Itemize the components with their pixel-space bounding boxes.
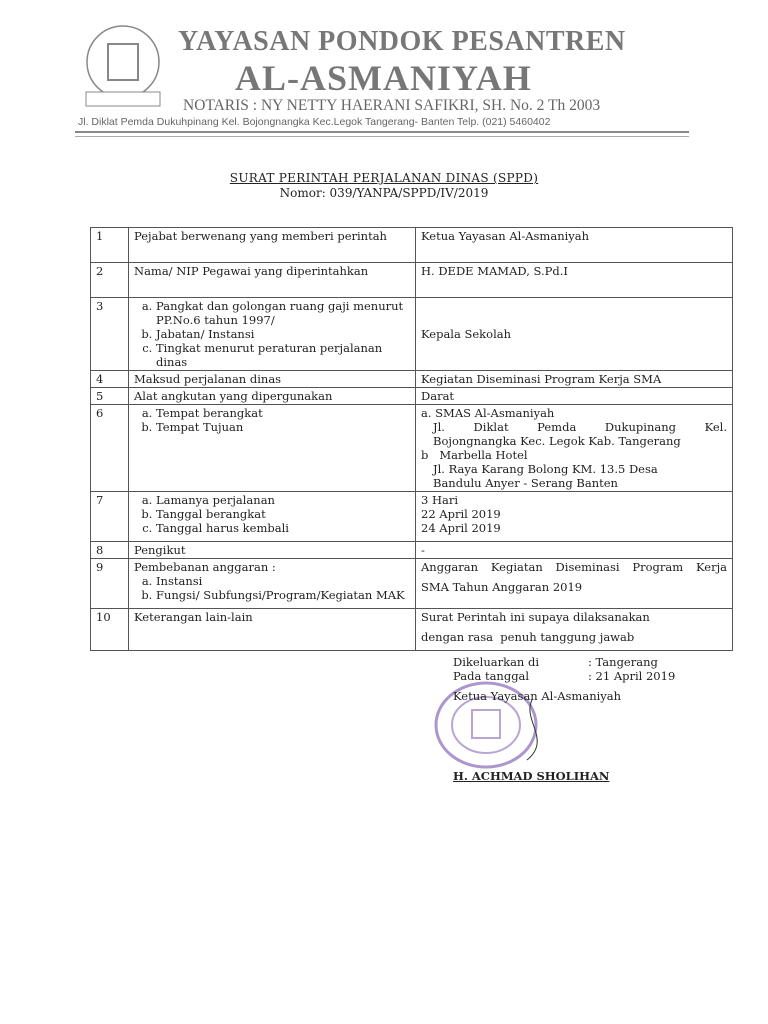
table-row xyxy=(91,228,733,263)
list-item: b. Jabatan/ Instansi xyxy=(156,327,410,341)
row-label xyxy=(129,559,416,609)
value-line: Bandulu Anyer - Serang Banten xyxy=(433,476,618,490)
row-value xyxy=(416,559,733,609)
value-line: Bojongnangka Kec. Legok Kab. Tangerang xyxy=(433,434,681,448)
list-item: a. Lamanya perjalanan xyxy=(156,493,410,507)
row-value xyxy=(416,609,733,651)
list-item: c. Tanggal harus kembali xyxy=(156,521,410,535)
row-label xyxy=(129,492,416,542)
value-line: b Marbella Hotel xyxy=(421,448,528,462)
list-item: b. Fungsi/ Subfungsi/Program/Kegiatan MAK xyxy=(156,588,410,602)
value-line: 3 Hari xyxy=(421,493,459,507)
address-line: Jl. Diklat Pemda Dukuhpinang Kel. Bojongnangka Kec.Legok Tangerang- Banten Telp. (021) 5460402 xyxy=(78,116,551,128)
document-number: Nomor: 039/YANPA/SPPD/IV/2019 xyxy=(279,186,489,200)
row-value: Ketua Yayasan Al-Asmaniyah xyxy=(416,228,733,263)
issued-date-label: Pada tanggal xyxy=(453,669,530,683)
row-number: 5 xyxy=(91,388,129,405)
value-line: 24 April 2019 xyxy=(421,521,501,535)
row-label: Keterangan lain-lain xyxy=(129,609,416,651)
table-row xyxy=(91,405,733,492)
row-value: Darat xyxy=(416,388,733,405)
value-line: Jl. Raya Karang Bolong KM. 13.5 Desa xyxy=(433,462,658,476)
row-value: - xyxy=(416,542,733,559)
row-label: Nama/ NIP Pegawai yang diperintahkan xyxy=(129,263,416,298)
list-item: a. Tempat berangkat xyxy=(156,406,410,420)
issued-at-value: : Tangerang xyxy=(588,655,658,669)
row-number: 9 xyxy=(91,559,129,609)
row-number: 7 xyxy=(91,492,129,542)
table-row xyxy=(91,542,733,559)
list-item: c. Tingkat menurut peraturan perjalanan dinas xyxy=(156,341,410,369)
sppd-table xyxy=(90,227,733,651)
list-item: b. Tanggal berangkat xyxy=(156,507,410,521)
row-label: Pejabat berwenang yang memberi perintah xyxy=(129,228,416,263)
table-row xyxy=(91,492,733,542)
list-item: a. Instansi xyxy=(156,574,410,588)
table-row xyxy=(91,298,733,371)
value-line: Anggaran Kegiatan Diseminasi Program Kerja xyxy=(421,560,727,574)
row-value: H. DEDE MAMAD, S.Pd.I xyxy=(416,263,733,298)
list-item: b. Tempat Tujuan xyxy=(156,420,410,434)
value-line: Jl. Diklat Pemda Dukupinang Kel. xyxy=(433,420,727,434)
value-line: SMA Tahun Anggaran 2019 xyxy=(421,580,583,594)
table-row xyxy=(91,371,733,388)
table-row xyxy=(91,263,733,298)
row-number: 10 xyxy=(91,609,129,651)
table-row xyxy=(91,388,733,405)
row-number: 8 xyxy=(91,542,129,559)
row-number: 4 xyxy=(91,371,129,388)
signer-position: Ketua Yayasan Al-Asmaniyah xyxy=(453,689,622,703)
row-value xyxy=(416,492,733,542)
org-name-line2: AL-ASMANIYAH xyxy=(235,58,532,98)
signer-name: H. ACHMAD SHOLIHAN xyxy=(453,769,610,783)
row-number: 2 xyxy=(91,263,129,298)
issued-date-value: : 21 April 2019 xyxy=(588,669,676,683)
letterhead-divider xyxy=(75,131,689,137)
row-label xyxy=(129,405,416,492)
label-line: Pembebanan anggaran : xyxy=(134,560,276,574)
row-label xyxy=(129,298,416,371)
row-label: Maksud perjalanan dinas xyxy=(129,371,416,388)
row-value xyxy=(416,405,733,492)
value-line: a. SMAS Al-Asmaniyah xyxy=(421,406,555,420)
document-title: SURAT PERINTAH PERJALANAN DINAS (SPPD) xyxy=(229,171,539,185)
row-value: Kegiatan Diseminasi Program Kerja SMA xyxy=(416,371,733,388)
issued-at-label: Dikeluarkan di xyxy=(453,655,540,669)
row-number: 6 xyxy=(91,405,129,492)
row-number: 3 xyxy=(91,298,129,371)
value-line: 22 April 2019 xyxy=(421,507,501,521)
notary-line: NOTARIS : NY NETTY HAERANI SAFIKRI, SH. No. 2 Th 2003 xyxy=(183,97,601,114)
table-row xyxy=(91,559,733,609)
list-item: a. Pangkat dan golongan ruang gaji menurut PP.No.6 tahun 1997/ xyxy=(156,299,410,327)
value-line: Surat Perintah ini supaya dilaksanakan xyxy=(421,610,650,624)
row-number: 1 xyxy=(91,228,129,263)
row-value: Kepala Sekolah xyxy=(416,298,733,371)
table-row xyxy=(91,609,733,651)
row-label: Pengikut xyxy=(129,542,416,559)
value-line: dengan rasa penuh tanggung jawab xyxy=(421,630,635,644)
org-name-line1: YAYASAN PONDOK PESANTREN xyxy=(178,26,626,57)
row-label: Alat angkutan yang dipergunakan xyxy=(129,388,416,405)
foundation-logo xyxy=(78,22,168,110)
